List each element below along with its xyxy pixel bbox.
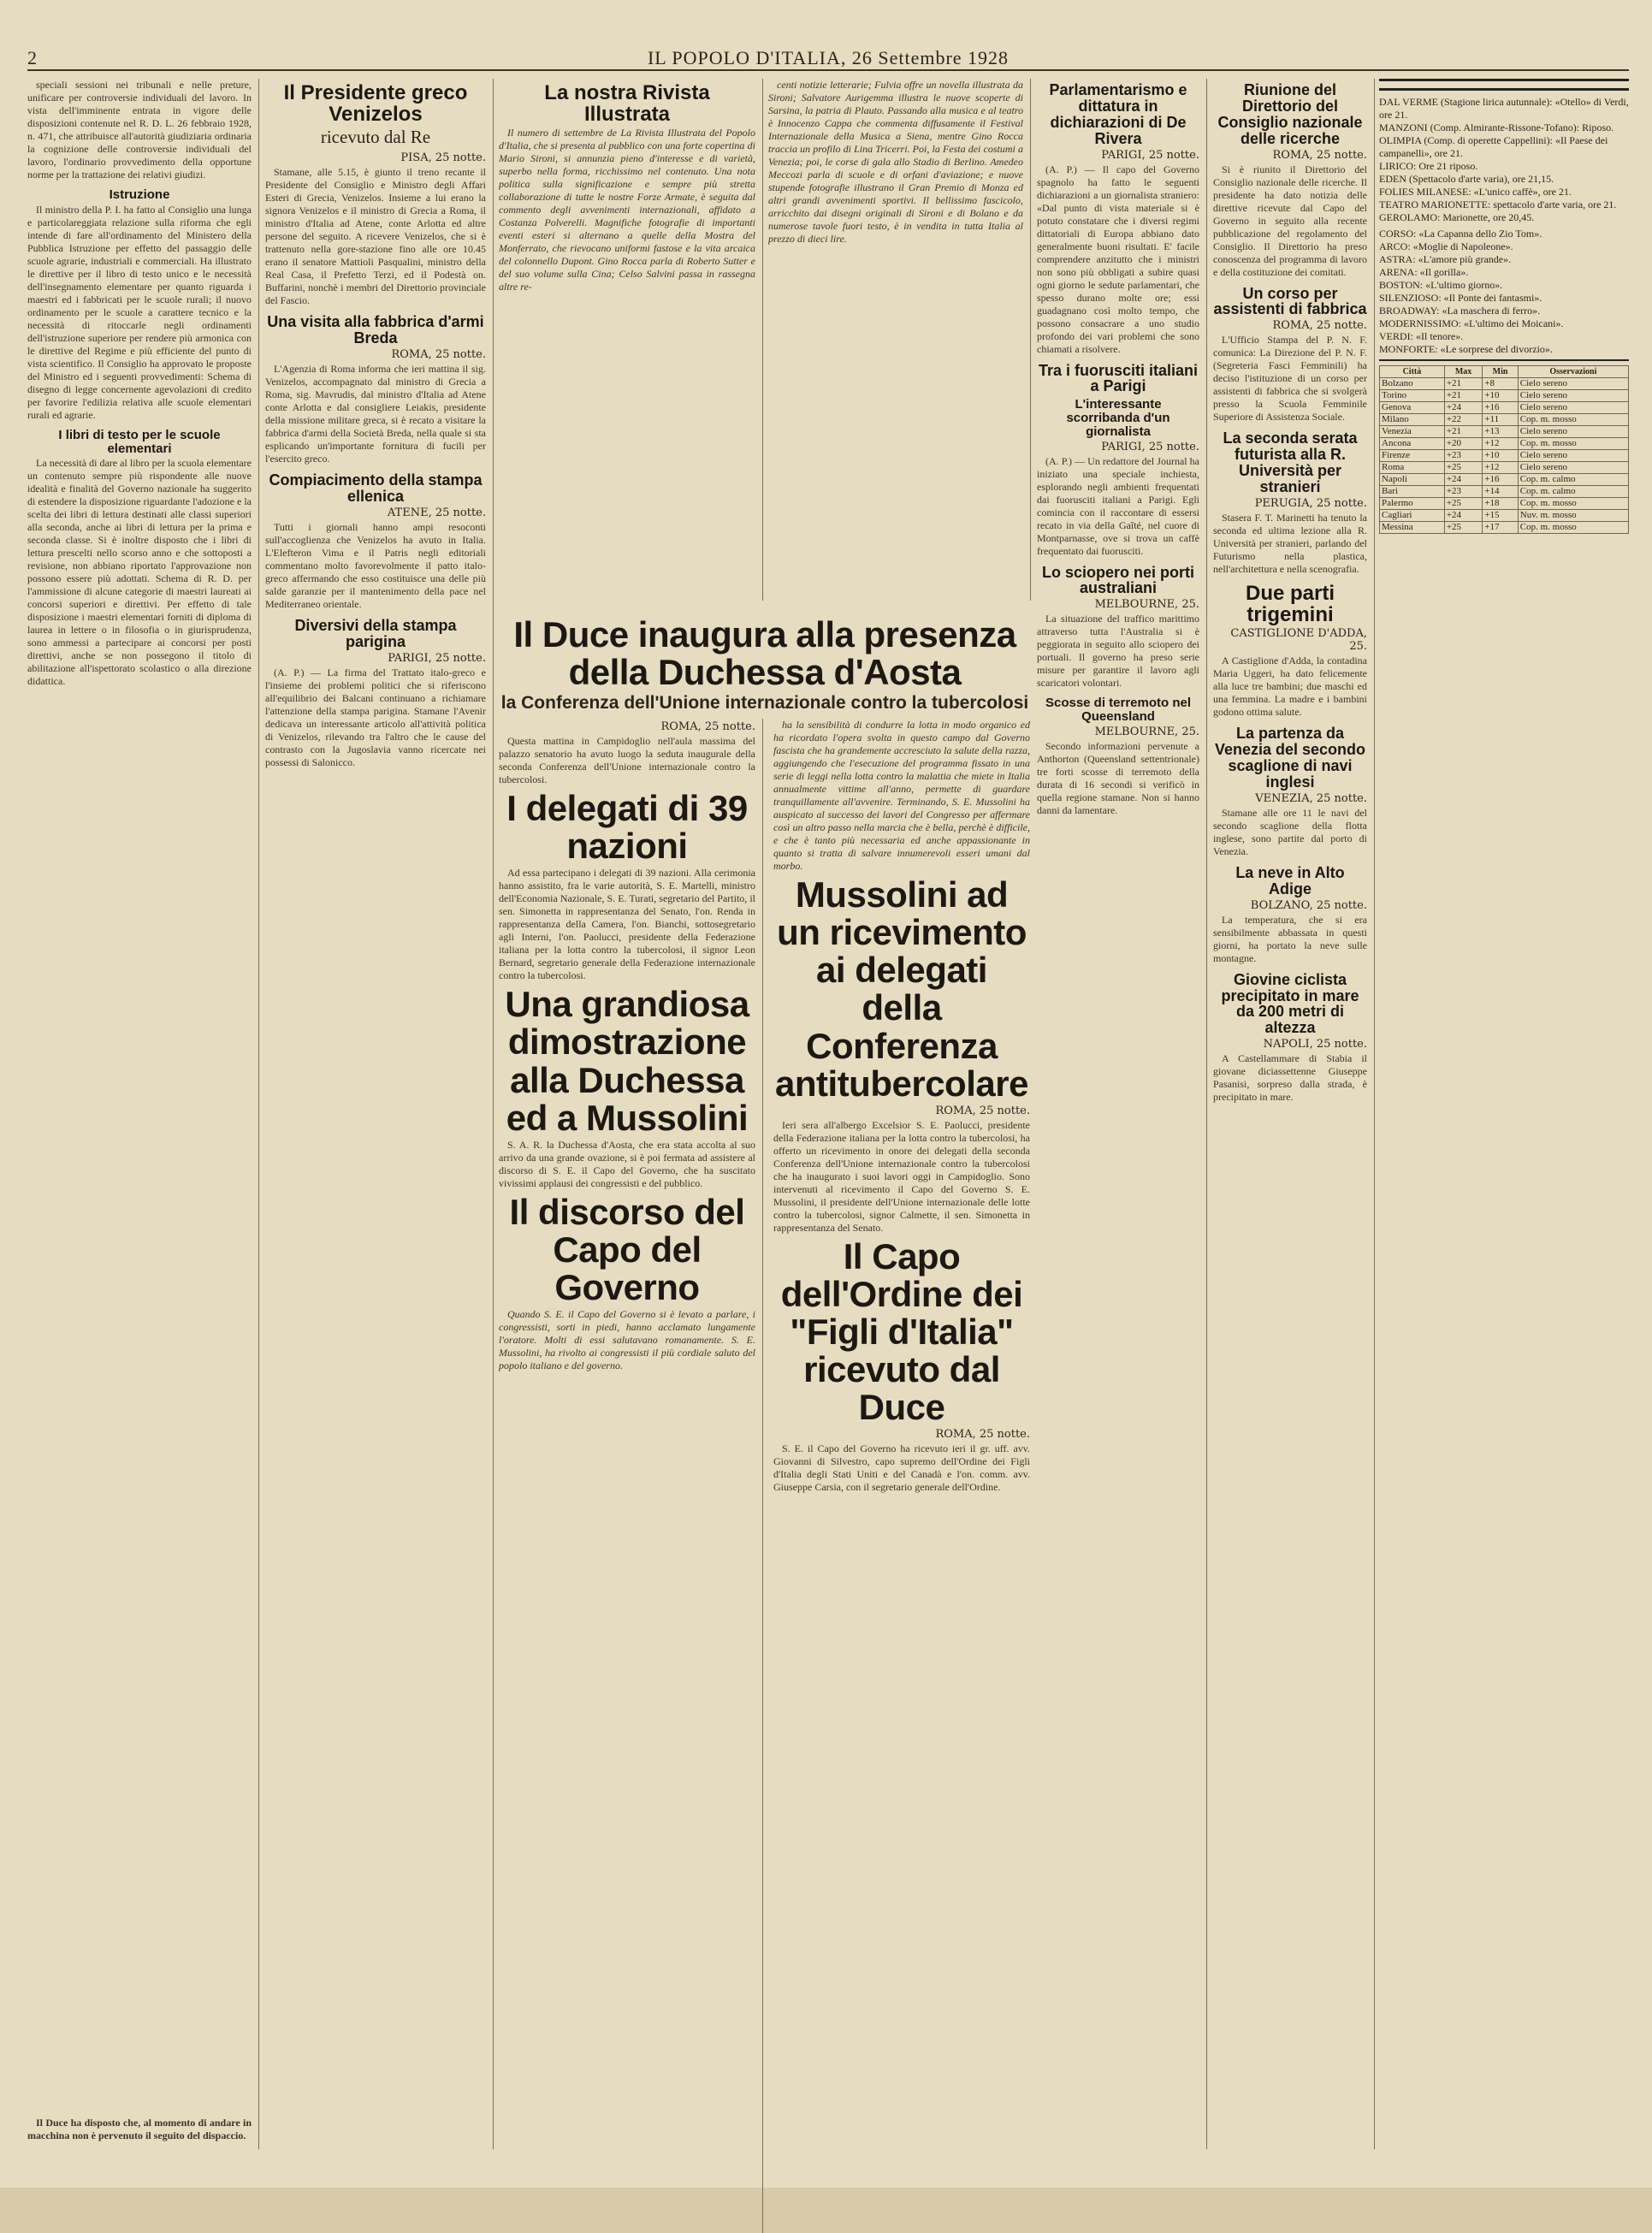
meteo-cell: +22 xyxy=(1444,414,1482,426)
meteo-row xyxy=(1380,486,1629,498)
column-6 xyxy=(1213,79,1375,2149)
article-title: Riunione del Direttorio del Consiglio nazionale delle ricerche xyxy=(1217,81,1363,147)
cinema-item: VERDI: «Il tenore». xyxy=(1379,330,1464,342)
meteo-cell: Cielo sereno xyxy=(1518,450,1628,462)
meteo-cell: +21 xyxy=(1444,378,1482,390)
meteo-cell: +16 xyxy=(1483,402,1518,414)
article-dateline: ROMA, 25 notte. xyxy=(1272,148,1367,162)
article-stampa-ellenica xyxy=(265,472,486,611)
section-heading: Il discorso del Capo del Governo xyxy=(509,1191,745,1307)
spanning-article xyxy=(499,613,1031,2233)
meteo-cell: Firenze xyxy=(1380,450,1445,462)
spettacolo-item: LIRICO: Ore 21 riposo. xyxy=(1379,160,1478,172)
meteo-header-cell: Max xyxy=(1444,366,1482,378)
meteo-cell: Cielo sereno xyxy=(1518,426,1628,438)
article-text: S. E. il Capo del Governo ha ricevuto ieri il gr. uff. avv. Giovanni di Silvestro, capo supremo dell'Ordine dei Figli d'Italia degli Stati Uniti e del Canadà e l'on. comm. avv. Giuseppe Carsia, con il segretario generale dell'Ordine. xyxy=(773,1442,1030,1494)
meteo-row xyxy=(1380,474,1629,486)
article-sciopero xyxy=(1037,565,1199,690)
article-title: La neve in Alto Adige xyxy=(1235,863,1345,897)
meteo-cell: +15 xyxy=(1483,510,1518,522)
article-text: centi notizie letterarie; Fulvia offre un novella illustrata da Sironi; Salvatore Aurigemma illustra le nuove scoperte di Sarsina, la patria di Plauto. Passando alla musica e al teatro è Innocenzo Cappa che commenta diffusamente il Festival Internazionale della Musica a Siena, mentre Gino Rocca traccia un profilo di Lina Tricerri. Poi, la Festa dei costumi a Venezia; poi, le corse di gala allo Stadio di Berlino. Amedeo Meccozi parla di scuole e di orfani d'aviazione; e nuove stupende fotografie illustrano il Gran Premio di Monza ed altri grandi avvenimenti sportivi. Il bellissimo fascicolo, arricchito dai disegni originali di Sironi e di Bolano e da numerose tavole fuori testo, è in vendita in tutta Italia al prezzo di dieci lire. xyxy=(768,79,1023,245)
meteo-cell: +24 xyxy=(1444,510,1482,522)
meteo-row xyxy=(1380,522,1629,534)
article-title: Istruzione xyxy=(109,187,170,202)
meteo-cell: Cielo sereno xyxy=(1518,402,1628,414)
article-text: A Castellammare di Stabia il giovane diciassettenne Giuseppe Pasanisi, sorpreso dalla strada, è precipitato in mare. xyxy=(1213,1052,1367,1104)
article-title: Giovine ciclista precipitato in mare da 200 metri di altezza xyxy=(1221,970,1359,1037)
meteo-cell: Cielo sereno xyxy=(1518,378,1628,390)
meteo-table xyxy=(1379,365,1629,534)
article-text: Il ministro della P. I. ha fatto al Consiglio una lunga e particolareggiata relazione sulla riforma che egli intende di fare all'ordinamento del Ministero della Pubblica Istruzione per effetto del passaggio delle scuole agrarie, industriali e commerciali. Ha illustrato le direttive per il libro di testo unico e le necessità dell'insegnamento elementare per quanto riguarda i maestri ed i fabbricati per le scuole rurali; il nuovo ordinamento per le scuole a carattere tecnico e la necessità di ritoccarle negli ordinamenti dell'istruzione superiore per rendere più armonica con le direttive del Regime e più efficiente del punto di vista scientifico. Il Consiglio ha approvato le proposte del Ministro ed i seguenti provvedimenti: Schema di disegno di legge concernente agevolazioni di credito per favorire l'edilizia relativa alle scuole elementari rurali ed agrarie. xyxy=(27,203,252,421)
article-dateline: CASTIGLIONE D'ADDA, 25. xyxy=(1230,627,1367,654)
meteo-cell: Cop. m. calmo xyxy=(1518,474,1628,486)
article-dateline: PARIGI, 25 notte. xyxy=(1101,148,1199,162)
article-subtitle: L'interessante scorribanda d'un giornalista xyxy=(1066,397,1170,439)
article-text: Questa mattina in Campidoglio nell'aula massima del palazzo senatorio ha avuto luogo la seduta inaugurale della seconda Conferenza dell'Unione internazionale contro la tubercolosi. xyxy=(499,735,755,786)
article-title: Un corso per assistenti di fabbrica xyxy=(1213,284,1367,318)
cinema-item: MONFORTE: «Le sorprese del divorzio». xyxy=(1379,343,1553,355)
section-heading: I delegati di 39 nazioni xyxy=(506,788,748,867)
article-dateline: VENEZIA, 25 notte. xyxy=(1255,791,1367,805)
article-text: (A. P.) — Un redattore del Journal ha iniziato una speciale inchiesta, esplorando negli ambienti frequentati dai fuorusciti italiani a Parigi. Egli comincia con il raccontare di essersi recato in via della Gaîté, nel cuore di Montparnasse, ove si trova un caffè frequentato dai fuorusciti. xyxy=(1037,454,1199,557)
article-neve xyxy=(1213,865,1367,965)
article-title: Scosse di terremoto nel Queensland xyxy=(1045,696,1192,725)
article-venezia xyxy=(1213,726,1367,858)
article-title: Il Duce inaugura alla presenza della Duchessa d'Aosta xyxy=(513,614,1016,693)
meteo-row xyxy=(1380,402,1629,414)
meteo-cell: +24 xyxy=(1444,402,1482,414)
article-dateline: MELBOURNE, 25. xyxy=(1094,725,1199,738)
span-col-b xyxy=(773,719,1030,2233)
article-text: Stamane, alle 5.15, è giunto il treno recante il Presidente del Consiglio e Ministro degli Affari Esteri di Grecia, Venizelos. Insieme a lui erano la signora Venizelos e il ministro di Grecia a Roma, il ministro d'Italia ad Atene, conte Arlotta ed altre persone del seguito. A ricevere Venizelos, che si è trattenuto nella gore-stazione fino alle ore 10.45 erano il senatore Mattioli Pasqualini, ministro della Real Casa, il Prefetto Terzi, ed il Podestà on. Buffarini, nonchè i membri del Direttorio provinciale del Fascio. xyxy=(265,166,486,307)
meteo-cell: Cop. m. mosso xyxy=(1518,522,1628,534)
meteo-cell: Cielo sereno xyxy=(1518,390,1628,402)
meteo-cell: Cop. m. calmo xyxy=(1518,486,1628,498)
article-dateline: ATENE, 25 notte. xyxy=(387,506,486,519)
meteo-cell: +13 xyxy=(1483,426,1518,438)
cinema-item: ARENA: «Il gorilla». xyxy=(1379,266,1469,278)
article-tribunali xyxy=(27,79,252,181)
article-stampa-parigina xyxy=(265,618,486,769)
cinema-list xyxy=(1379,228,1629,356)
column-3 xyxy=(499,79,763,601)
meteo-title xyxy=(1379,359,1629,364)
spettacolo-item: OLIMPIA (Comp. di operette Cappellini): «Il Paese dei campanelli», ore 21. xyxy=(1379,134,1608,159)
meteo-row xyxy=(1380,462,1629,474)
cinema-item: SILENZIOSO: «Il Ponte dei fantasmi». xyxy=(1379,292,1542,304)
meteo-cell: Bolzano xyxy=(1380,378,1445,390)
meteo-cell: +17 xyxy=(1483,522,1518,534)
article-title: Una visita alla fabbrica d'armi Breda xyxy=(267,313,484,347)
article-corso-assistenti xyxy=(1213,286,1367,424)
meteo-cell: +25 xyxy=(1444,462,1482,474)
spettacolo-item: MANZONI (Comp. Almirante-Rissone-Tofano): Riposo. xyxy=(1379,121,1614,133)
article-trigemini xyxy=(1213,583,1367,719)
meteo-cell: +18 xyxy=(1483,498,1518,510)
section-heading: Una grandiosa dimostrazione alla Duchessa ed a Mussolini xyxy=(505,984,749,1138)
article-istruzione xyxy=(27,188,252,422)
article-dateline: ROMA, 25 notte. xyxy=(935,1104,1030,1117)
article-title: Parlamentarismo e dittatura in dichiarazioni di De Rivera xyxy=(1049,81,1187,147)
article-text: (A. P.) — La firma del Trattato italo-greco e l'insieme dei problemi politici che si riferiscono all'equilibrio dei Balcani continuano a richiamare l'attenzione della stampa parigina. Stamane l'Avenir dedicava un interessante articolo all'attività politica di Venizelos, rilevando tra l'altro che le cause del contrasto con la Jugoslavia vanno ricercate nei possessi di Salonicco. xyxy=(265,666,486,768)
meteo-cell: Venezia xyxy=(1380,426,1445,438)
meteo-cell: Roma xyxy=(1380,462,1445,474)
article-text: Ieri sera all'albergo Excelsior S. E. Paolucci, presidente della Federazione italiana per la lotta contro la tubercolosi, ha offerto un ricevimento in onore dei delegati della seconda Conferenza dell'Unione internazionale contro la tubercolosi che ha inaugurato i suoi lavori oggi in Campidoglio. Sono intervenuti al ricevimento il Capo del Governo S. E. Mussolini, il presidente dell'Unione internazionale delle lotte contro la tubercolosi, signor Calmette, il sen. Simonetta in rappresentanza del Senato. xyxy=(773,1118,1030,1234)
article-title: Due parti trigemini xyxy=(1245,581,1335,627)
meteo-cell: Genova xyxy=(1380,402,1445,414)
meteo-row xyxy=(1380,498,1629,510)
meteo-cell: Torino xyxy=(1380,390,1445,402)
article-title: La partenza da Venezia del secondo scaglione di navi inglesi xyxy=(1214,725,1366,791)
meteo-cell: Palermo xyxy=(1380,498,1445,510)
article-breda xyxy=(265,314,486,465)
article-de-rivera xyxy=(1037,82,1199,356)
article-dateline: PARIGI, 25 notte. xyxy=(388,651,486,665)
section-header xyxy=(1379,79,1629,91)
article-text: Stasera F. T. Marinetti ha tenuto la seconda ed ultima lezione alla R. Università per stranieri, parlando del Futurismo nella plastica, nell'architettura e nella scenografia. xyxy=(1213,511,1367,575)
meteo-cell: Napoli xyxy=(1380,474,1445,486)
meteo-row xyxy=(1380,414,1629,426)
article-fuorusciti xyxy=(1037,363,1199,558)
column-1 xyxy=(27,79,259,2149)
article-dateline: MELBOURNE, 25. xyxy=(1094,598,1199,612)
spettacolo-item: TEATRO MARIONETTE: spettacolo d'arte varia, ore 21. xyxy=(1379,198,1617,210)
meteo-cell: +12 xyxy=(1483,438,1518,450)
masthead xyxy=(27,47,1629,71)
meteo-header-cell: Osservazioni xyxy=(1518,366,1628,378)
article-dateline: BOLZANO, 25 notte. xyxy=(1250,898,1367,912)
meteo-row xyxy=(1380,450,1629,462)
article-text: L'Ufficio Stampa del P. N. F. comunica: La Direzione del P. N. F. (Segreteria Fasci Femminili) ha deciso l'istituzione di un corso per assistenti di fabbrica che si svolgerà presso la Scuola Femminile Superiore di Assistenza Sociale. xyxy=(1213,334,1367,424)
article-dateline: PARIGI, 25 notte. xyxy=(1101,440,1199,453)
meteo-cell: Ancona xyxy=(1380,438,1445,450)
page-number: 2 xyxy=(27,47,37,68)
article-title: I libri di testo per le scuole elementari xyxy=(58,427,221,456)
article-text: (A. P.) — Il capo del Governo spagnolo ha fatto le seguenti dichiarazioni a un giornalista straniero: «Dal punto di vista materiale si è potuto constatare che i diversi regimi dittatoriali di Europa abbiano dato generalmente buoni risultati. E' facile comprendere anzitutto che i ministri non sono più obbligati a subire quasi ogni giorno le sedute parlamentari, che spesso durano molte ore; essi guadagnano così molto tempo, che possono consacrare a uno studio profondo dei vari problemi che sono chiamati a risolvere. xyxy=(1037,163,1199,355)
article-venizelos xyxy=(265,82,486,307)
article-text: speciali sessioni nei tribunali e nelle preture, unificare per controversie individuali del lavoro. In vista dell'imminente entrata in vigore delle disposizioni contenute nel R. D. L. 26 febbraio 1928, n. 471, che attribuisce all'autorità giudiziaria ordinaria la cognizione delle controversie individuali del lavoro, l'ordinario provvedimento della opportune norme per la trattazione dei relativi giudizi. xyxy=(27,79,252,181)
meteo-row xyxy=(1380,390,1629,402)
meteo-cell: +11 xyxy=(1483,414,1518,426)
article-subtitle: ricevuto dal Re xyxy=(320,127,431,148)
meteo-row xyxy=(1380,510,1629,522)
meteo-cell: +10 xyxy=(1483,450,1518,462)
cinema-item: BOSTON: «L'ultimo giorno». xyxy=(1379,279,1503,291)
spettacolo-item: EDEN (Spettacolo d'arte varia), ore 21,15. xyxy=(1379,173,1554,185)
meteo-cell: Cop. m. mosso xyxy=(1518,414,1628,426)
article-dateline: PISA, 25 notte. xyxy=(400,151,486,165)
column-4 xyxy=(768,79,1031,601)
article-text: Il Duce ha disposto che, al momento di andare in macchina non è pervenuto il seguito del dispaccio. xyxy=(27,2117,252,2141)
spettacolo-item: FOLIES MILANESE: «L'unico caffè», ore 21. xyxy=(1379,186,1572,198)
meteo-cell: +21 xyxy=(1444,390,1482,402)
spettacolo-item: DAL VERME (Stagione lirica autunnale): «Otello» di Verdi, ore 21. xyxy=(1379,96,1629,121)
article-text: Ad essa partecipano i delegati di 39 nazioni. Alla cerimonia hanno assistito, fra le varie autorità, S. E. Martelli, ministro dell'Economia Nazionale, S. E. Turati, segretario del Partito, il sen. Simonetta in rappresentanza del Senato, l'on. Renda in rappresentanza della Camera, l'on. Bianchi, sottosegretario agli Interni, l'on. Paolucci, presidente della Federazione italiana per la lotta contro la tubercolosi, il signor Leon Bernard, segretario generale della Federazione internazionale contro la tubercolosi. xyxy=(499,867,755,982)
meteo-cell: Messina xyxy=(1380,522,1445,534)
cinema-item: ARCO: «Moglie di Napoleone». xyxy=(1379,240,1513,252)
article-serata-futurista xyxy=(1213,430,1367,576)
article-text: Quando S. E. il Capo del Governo si è levato a parlare, i congressisti, sorti in piedi, hanno acclamato lungamente l'oratore. Molti di essi salutavano romanamente. S. E. Mussolini, ha rivolto ai congressisti il più cordiale saluto del popolo italiano e del governo. xyxy=(499,1308,755,1372)
article-text: La temperatura, che si era sensibilmente abbassata in questi giorni, ha portato la neve sulle montagne. xyxy=(1213,913,1367,964)
meteo-cell: Milano xyxy=(1380,414,1445,426)
cinema-item: MODERNISSIMO: «L'ultimo dei Moicani». xyxy=(1379,317,1564,329)
article-text: A Castiglione d'Adda, la contadina Maria Uggeri, ha dato felicemente alla luce tre bambini; due maschi ed una femmina. La madre e i bambini godono ottima salute. xyxy=(1213,654,1367,719)
section-heading: Il Capo dell'Ordine dei "Figli d'Italia" ricevuto dal Duce xyxy=(780,1235,1023,1428)
meteo-cell: +23 xyxy=(1444,486,1482,498)
article-text: L'Agenzia di Roma informa che ieri mattina il sig. Venizelos, accompagnato dal ministro di Grecia a Roma, sig. Mavrudis, dal ministro d'Italia ad Atene conte Arlotta e dal consigliere Leiakis, presidente della missione militare greca, si è recato a visitare la fabbrica d'armi della Società Breda, nella quale si sta esplicando un'importante fornitura di fucili per l'esercito greco. xyxy=(265,363,486,465)
column-2 xyxy=(265,79,494,2149)
article-title: Compiacimento della stampa ellenica xyxy=(269,471,483,506)
article-dateline: ROMA, 25 notte. xyxy=(1272,319,1367,333)
article-terremoto xyxy=(1037,696,1199,817)
article-dateline: PERUGIA, 25 notte. xyxy=(1254,496,1367,510)
article-rivista-illustrata xyxy=(499,82,755,293)
article-text: Si è riunito il Direttorio del Consiglio nazionale delle ricerche. Il presidente ha dato notizia delle direttive ricevute dal Capo del Governo in seguito alla recente pubblicazione del regolamento del Consiglio. Il Direttorio ha preso conoscenza del programma di lavoro e della costituzione dei comitati. xyxy=(1213,163,1367,278)
meteo-cell: Cop. m. mosso xyxy=(1518,498,1628,510)
column-5 xyxy=(1037,79,1207,2149)
article-text: Tutti i giornali hanno ampi resoconti sull'accoglienza che Venizelos ha avuto in Italia. L'Elefteron Vima e il Patris negli editoriali commentano molto favorevolmente il patto italo-greco affermando che esso costituisce una delle più salde garanzie per il mantenimento della pace nel Mediterraneo orientale. xyxy=(265,520,486,610)
meteo-cell: +20 xyxy=(1444,438,1482,450)
meteo-cell: +24 xyxy=(1444,474,1482,486)
spettacolo-item: GEROLAMO: Marionette, ore 20,45. xyxy=(1379,211,1535,223)
meteo-cell: +16 xyxy=(1483,474,1518,486)
article-rivista-continua xyxy=(768,79,1023,246)
article-text: La necessità di dare al libro per la scuola elementare un contenuto sempre più rispondente alle nuove idealità e finalità del Governo nazionale ha suggerito di estendere la disposizione riguardante l'adozione e la scelta dei libri di lettura destinati alle classi superiori alla seconda, anche ai libri di lettura per la prima e seconda classe. Si è inoltre disposto che i libri di lettura prescelti nello scorso anno e che sottoposti a revisione, non abbiano riportato l'approvazione non possono essere più adottati. Schema di R. D. per l'ammissione di alcune categorie di maestri laureati ai concorsi superiori e direttivi. Per effetto di tale disposizione i maestri elementari forniti di diploma di laurea in lettere o in filosofia o in giurisprudenza, sono ammessi a partecipare ai concorsi per posti direttivi, anche se non possegono il titolo di abilitazione all'ispettorato scolastico o alla direzione didattica. xyxy=(27,457,252,688)
meteo-cell: Cop. m. mosso xyxy=(1518,438,1628,450)
article-title: Lo sciopero nei porti australiani xyxy=(1041,563,1194,597)
article-ciclista xyxy=(1213,972,1367,1105)
meteo-cell: Nuv. m. mosso xyxy=(1518,510,1628,522)
span-col-a xyxy=(499,719,763,2233)
article-title: Diversivi della stampa parigina xyxy=(294,616,457,650)
article-title: La seconda serata futurista alla R. Università per stranieri xyxy=(1223,429,1358,496)
meteo-cell: +25 xyxy=(1444,522,1482,534)
spettacoli-list xyxy=(1379,96,1629,224)
article-text: S. A. R. la Duchessa d'Aosta, che era stata accolta al suo arrivo da una grande ovazione, si è poi fermata ad assistere al discorso di S. E. il Capo del Governo, che ha suscitato vivissimi applausi dei congressisti e del pubblico. xyxy=(499,1138,755,1189)
masthead-title: IL POPOLO D'ITALIA, 26 Settembre 1928 xyxy=(647,47,1010,68)
meteo-cell: +14 xyxy=(1483,486,1518,498)
meteo-row xyxy=(1380,378,1629,390)
meteo-cell: +25 xyxy=(1444,498,1482,510)
cinema-item: BROADWAY: «La maschera di ferro». xyxy=(1379,305,1541,317)
meteo-row xyxy=(1380,426,1629,438)
article-subtitle: la Conferenza dell'Unione internazionale contro la tubercolosi xyxy=(500,693,1029,714)
article-text: ha la sensibilità di condurre la lotta in modo organico ed ha ricordato l'opera svolta in questo campo dal Governo fascista che ha grandemente accresciuto la salute della razza, aggiungendo che l'esecuzione del programma fissato in una serie di leggi nella lotta contro la malattia che miete in Italia annualmente vittime all'anno, permette di guardare tranquillamente all'avvenire. Terminando, S. E. Mussolini ha auspicato al successo dei lavori del Congresso per affermare così un altro passo nella marcia che è bella, perchè è difficile, e che è tanto più necessaria ed anche appassionante in quanto si tratta di salvare innumerevoli esseri umani dal morbo. xyxy=(773,719,1030,873)
article-dateline: ROMA, 25 notte. xyxy=(935,1428,1030,1442)
meteo-cell: +8 xyxy=(1483,378,1518,390)
article-libri-di-testo xyxy=(27,429,252,689)
cinema-item: ASTRA: «L'amore più grande». xyxy=(1379,253,1512,265)
meteo-cell: Bari xyxy=(1380,486,1445,498)
meteo-header-cell: Città xyxy=(1380,366,1445,378)
meteo-cell: +21 xyxy=(1444,426,1482,438)
cinema-item: CORSO: «La Capanna dello Zio Tom». xyxy=(1379,228,1542,240)
article-direttorio xyxy=(1213,82,1367,279)
article-title: Tra i fuorusciti italiani a Parigi xyxy=(1038,361,1199,395)
article-title: Il Presidente greco Venizelos xyxy=(283,81,468,127)
article-text: Secondo informazioni pervenute a Anthorton (Queensland settentrionale) tre forti scosse di terremoto della durata di 16 secondi si verificò in quella regione stamane. Non si hanno danni da lamentare. xyxy=(1037,739,1199,816)
meteo-header-cell: Min xyxy=(1483,366,1518,378)
meteo-cell: +23 xyxy=(1444,450,1482,462)
meteo-header-row xyxy=(1380,366,1629,378)
article-dateline: NAPOLI, 25 notte. xyxy=(1263,1038,1367,1051)
meteo-cell: Cielo sereno xyxy=(1518,462,1628,474)
article-dateline: ROMA, 25 notte. xyxy=(391,348,486,362)
article-text: Il numero di settembre de La Rivista Illustrata del Popolo d'Italia, che si presenta al pubblico con una forte copertina di Mario Sironi, si annunzia pieno d'interesse e di varietà, superbo nella forma, ricchissimo nel contenuto. Una nota politica sulla significazione e sempre più stretta collaborazione di tutte le nostre Forze Armate, è seguita dal commento degli avvenimenti internazionali, affidato a Costanza Polverelli. Magnifiche fotografie di importanti eventi esteri si alternano a quelle della Mostra del Monferrato, che rievocano uniformi fastose e la vita arcaica del colonnello Dupont. Gino Rocca parla di Roberto Sutter e del suo volume sulla Cina; Celso Salvini passa in rassegna altre re- xyxy=(499,127,755,293)
article-note xyxy=(27,2117,252,2142)
article-title: La nostra Rivista Illustrata xyxy=(544,81,710,127)
article-text: Stamane alle ore 11 le navi del secondo scaglione della flotta inglese, sono partite dal porto di Venezia. xyxy=(1213,806,1367,857)
article-dateline: ROMA, 25 notte. xyxy=(660,720,755,734)
meteo-cell: +12 xyxy=(1483,462,1518,474)
section-heading: Mussolini ad un ricevimento ai delegati della Conferenza antitubercolare xyxy=(775,874,1028,1104)
meteo-cell: Cagliari xyxy=(1380,510,1445,522)
teatri-column-main xyxy=(1379,79,1629,2149)
meteo-row xyxy=(1380,438,1629,450)
meteo-cell: +10 xyxy=(1483,390,1518,402)
article-text: La situazione del traffico marittimo attraverso tutta l'Australia si è peggiorata in seguito allo sciopero dei portuali. Il governo ha preso serie misure per garantire il lavoro agli scaricatori volontari. xyxy=(1037,613,1199,690)
